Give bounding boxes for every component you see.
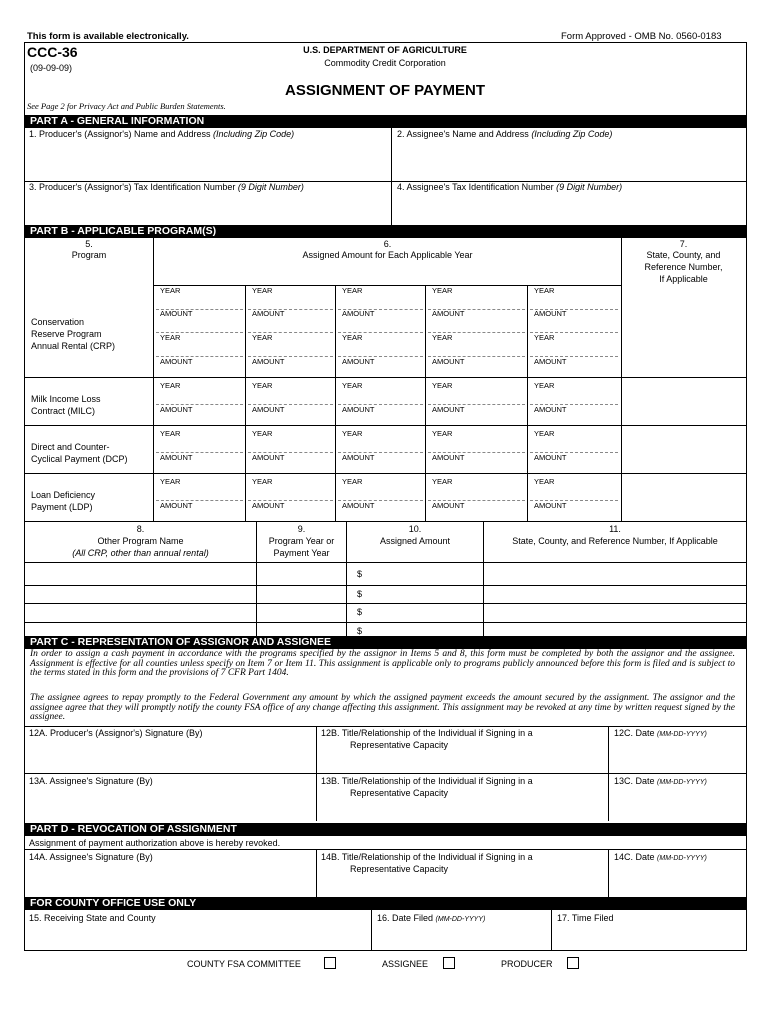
dollar-sign-1: $ [357, 569, 363, 579]
date-filed-field[interactable] [372, 926, 550, 949]
assignee-tin-field[interactable] [392, 194, 746, 225]
crp-amount-label: AMOUNT [160, 309, 193, 318]
dcp-year-label: YEAR [342, 429, 363, 438]
item14c-label: 14C. Date (MM-DD-YYYY) [614, 852, 707, 862]
crp-amount-label: AMOUNT [252, 357, 285, 366]
ldp-year-label: YEAR [252, 477, 273, 486]
item12a-label: 12A. Producer's (Assignor's) Signature (By) [29, 728, 203, 738]
crp-amount-field[interactable] [427, 319, 526, 331]
crp-year-label: YEAR [160, 333, 181, 342]
col9-line1: Program Year or [268, 536, 335, 546]
ldp-year-field[interactable] [529, 487, 619, 499]
part-b-heading: PART B - APPLICABLE PROGRAM(S) [24, 225, 747, 238]
item14b-line1: 14B. Title/Relationship of the Individual if Signing in a [321, 852, 533, 862]
ldp-year-label: YEAR [432, 477, 453, 486]
ldp-amount-label: AMOUNT [252, 501, 285, 510]
col10-number: 10. [408, 524, 422, 534]
crp-year-field[interactable] [337, 296, 424, 308]
dcp-amount-label: AMOUNT [432, 453, 465, 462]
dcp-year-field[interactable] [247, 439, 334, 451]
crp-amount-field[interactable] [529, 319, 619, 331]
crp-amount-field[interactable] [337, 319, 424, 331]
privacy-note: See Page 2 for Privacy Act and Public Burden Statements. [27, 101, 226, 111]
crp-amount-label: AMOUNT [432, 309, 465, 318]
program-milc [31, 393, 101, 417]
dollar-sign-4: $ [357, 626, 363, 636]
omb-number: Form Approved - OMB No. 0560-0183 [561, 31, 722, 42]
county-committee-label: COUNTY FSA COMMITTEE [187, 959, 301, 969]
crp-year-label: YEAR [432, 286, 453, 295]
ldp-year-field[interactable] [427, 487, 526, 499]
producer-tin-field[interactable] [25, 194, 391, 225]
assignee-checkbox[interactable] [443, 957, 455, 969]
dcp-year-label: YEAR [160, 429, 181, 438]
crp-amount-label: AMOUNT [534, 309, 567, 318]
col8-note: (All CRP, other than annual rental) [72, 548, 209, 558]
assignee-title-field[interactable] [317, 800, 607, 820]
part-d-heading: PART D - REVOCATION OF ASSIGNMENT [24, 823, 747, 836]
ldp-year-label: YEAR [534, 477, 555, 486]
col6-number: 6. [383, 239, 392, 249]
milc-amount-label: AMOUNT [342, 405, 375, 414]
item3-label: 3. Producer's (Assignor's) Tax Identification Number (9 Digit Number) [29, 182, 304, 192]
milc-year-label: YEAR [160, 381, 181, 390]
revocation-date-field[interactable] [609, 876, 746, 896]
col6-label: Assigned Amount for Each Applicable Year [302, 250, 473, 260]
milc-year-field[interactable] [247, 391, 334, 403]
crp-year-label: YEAR [432, 333, 453, 342]
crp-year-label: YEAR [252, 286, 273, 295]
milc-year-label: YEAR [432, 381, 453, 390]
program-dcp [31, 441, 128, 465]
ldp-amount-label: AMOUNT [534, 501, 567, 510]
item13c-label: 13C. Date (MM-DD-YYYY) [614, 776, 707, 786]
producer-title-field[interactable] [317, 752, 607, 772]
time-filed-field[interactable] [552, 926, 746, 949]
ldp-year-field[interactable] [155, 487, 244, 499]
dcp-amount-label: AMOUNT [252, 453, 285, 462]
milc-year-field[interactable] [155, 391, 244, 403]
milc-year-field[interactable] [337, 391, 424, 403]
part-c-paragraph-1: In order to assign a cash payment in accordance with the programs specified by the assignor in Items 5 and 8, this form must be completed by both the assignor and the assignee. Assignment is effective for all counties unless specify on Item 7 or Item 11. This assignment is applicable only to programs publicly announced before this form is filed and is subject to the terms stated in this form and the provisions of 7 CFR Part 1404. [30, 649, 735, 678]
crp-amount-label: AMOUNT [252, 309, 285, 318]
crp-year-field[interactable] [529, 296, 619, 308]
crp-amount-field[interactable] [155, 319, 244, 331]
program-dcp-line1: Direct and Counter- [31, 442, 110, 452]
item14b-line2: Representative Capacity [350, 864, 449, 874]
dcp-year-field[interactable] [529, 439, 619, 451]
assignee-date-field[interactable] [609, 800, 746, 820]
crp-year-field[interactable] [427, 296, 526, 308]
program-crp-line1: Conservation [31, 317, 85, 327]
year-grid-divider [527, 285, 528, 521]
col5-number: 5. [85, 239, 93, 249]
col9-number: 9. [297, 524, 306, 534]
crp-year-label: YEAR [160, 286, 181, 295]
milc-amount-label: AMOUNT [432, 405, 465, 414]
revocation-title-field[interactable] [317, 876, 607, 896]
crp-amount-label: AMOUNT [160, 357, 193, 366]
dcp-amount-label: AMOUNT [160, 453, 193, 462]
ldp-amount-label: AMOUNT [432, 501, 465, 510]
county-office-heading: FOR COUNTY OFFICE USE ONLY [24, 897, 747, 910]
program-ldp-line1: Loan Deficiency [31, 490, 96, 500]
electronic-notice: This form is available electronically. [27, 31, 189, 42]
program-crp-line3: Annual Rental (CRP) [31, 341, 116, 351]
item16-label: 16. Date Filed (MM-DD-YYYY) [377, 913, 486, 923]
dcp-year-field[interactable] [155, 439, 244, 451]
ldp-year-field[interactable] [337, 487, 424, 499]
crp-year-field[interactable] [247, 343, 334, 355]
part-a-heading: PART A - GENERAL INFORMATION [24, 115, 747, 128]
dcp-year-label: YEAR [432, 429, 453, 438]
producer-signature-field[interactable] [25, 752, 315, 772]
crp-year-label: YEAR [534, 333, 555, 342]
crp-year-label: YEAR [342, 333, 363, 342]
item4-label: 4. Assignee's Tax Identification Number (9 Digit Number) [397, 182, 623, 192]
dcp-amount-label: AMOUNT [534, 453, 567, 462]
program-ldp [31, 489, 95, 513]
dcp-year-label: YEAR [252, 429, 273, 438]
department-name: U.S. DEPARTMENT OF AGRICULTURE [303, 45, 467, 55]
dcp-year-field[interactable] [427, 439, 526, 451]
col10-label: Assigned Amount [379, 536, 451, 546]
col9-line2: Payment Year [273, 548, 330, 558]
part-c-paragraph-2: The assignee agrees to repay promptly to the Federal Government any amount by which the assigned payment exceeds the amount secured by the assignment. The assignor and the assignee agree that they will promptly notify the county FSA office of any change affecting this assignment. This assignment may be revoked at any time by written request signed by the assignee. [30, 693, 735, 722]
part-c-heading: PART C - REPRESENTATION OF ASSIGNOR AND ASSIGNEE [24, 636, 747, 649]
crp-amount-label: AMOUNT [432, 357, 465, 366]
assignee-label: ASSIGNEE [382, 959, 429, 969]
crp-year-label: YEAR [534, 286, 555, 295]
crp-year-label: YEAR [342, 286, 363, 295]
item1-label: 1. Producer's (Assignor's) Name and Address (Including Zip Code) [29, 129, 295, 139]
program-ldp-line2: Payment (LDP) [31, 502, 93, 512]
assignee-signature-field[interactable] [25, 800, 315, 820]
milc-amount-label: AMOUNT [160, 405, 193, 414]
producer-date-field[interactable] [609, 752, 746, 772]
ldp-year-label: YEAR [160, 477, 181, 486]
program-milc-line2: Contract (MILC) [31, 406, 96, 416]
crp-year-field[interactable] [155, 296, 244, 308]
year-grid-divider [245, 285, 246, 521]
crp-year-field[interactable] [155, 343, 244, 355]
col7-line2: Reference Number, [644, 262, 723, 272]
ldp-year-label: YEAR [342, 477, 363, 486]
form-date: (09-09-09) [30, 63, 73, 73]
col11-label: State, County, and Reference Number, If Applicable [512, 536, 718, 546]
ldp-year-field[interactable] [247, 487, 334, 499]
dcp-year-label: YEAR [534, 429, 555, 438]
ldp-amount-label: AMOUNT [160, 501, 193, 510]
milc-amount-label: AMOUNT [252, 405, 285, 414]
col7-line1: State, County, and [646, 250, 721, 260]
milc-year-field[interactable] [529, 391, 619, 403]
crp-year-label: YEAR [252, 333, 273, 342]
col7-number: 7. [679, 239, 688, 249]
receiving-state-county-field[interactable] [25, 926, 370, 949]
crp-year-field[interactable] [337, 343, 424, 355]
crp-amount-field[interactable] [247, 319, 334, 331]
dollar-sign-2: $ [357, 589, 363, 599]
program-crp [31, 316, 115, 352]
agency-name: Commodity Credit Corporation [324, 58, 446, 68]
county-committee-checkbox[interactable] [324, 957, 336, 969]
item2-label: 2. Assignee's Name and Address (Including Zip Code) [397, 129, 613, 139]
year-grid-divider [425, 285, 426, 521]
milc-year-field[interactable] [427, 391, 526, 403]
program-dcp-line2: Cyclical Payment (DCP) [31, 454, 128, 464]
form-title: ASSIGNMENT OF PAYMENT [284, 82, 486, 99]
year-grid-divider [335, 285, 336, 521]
milc-year-label: YEAR [252, 381, 273, 390]
producer-label: PRODUCER [501, 959, 553, 969]
item15-label: 15. Receiving State and County [29, 913, 156, 923]
milc-year-label: YEAR [534, 381, 555, 390]
item12c-label: 12C. Date (MM-DD-YYYY) [614, 728, 707, 738]
form-number: CCC-36 [27, 44, 78, 60]
col8-label: Other Program Name [97, 536, 184, 546]
col7-line3: If Applicable [659, 274, 708, 284]
program-crp-line2: Reserve Program [31, 329, 102, 339]
col8-number: 8. [136, 524, 145, 534]
dcp-year-field[interactable] [337, 439, 424, 451]
crp-amount-label: AMOUNT [534, 357, 567, 366]
dollar-sign-3: $ [357, 607, 363, 617]
crp-amount-label: AMOUNT [342, 309, 375, 318]
crp-year-field[interactable] [427, 343, 526, 355]
assignee-name-address-field[interactable] [392, 141, 746, 181]
item12b-line2: Representative Capacity [350, 740, 449, 750]
col11-number: 11. [609, 524, 621, 534]
producer-name-address-field[interactable] [25, 141, 391, 181]
milc-amount-label: AMOUNT [534, 405, 567, 414]
item13b-line1: 13B. Title/Relationship of the Individual if Signing in a [321, 776, 533, 786]
revocation-intro: Assignment of payment authorization above is hereby revoked. [29, 838, 281, 848]
item13b-line2: Representative Capacity [350, 788, 449, 798]
item14a-label: 14A. Assignee's Signature (By) [29, 852, 153, 862]
producer-checkbox[interactable] [567, 957, 579, 969]
dcp-amount-label: AMOUNT [342, 453, 375, 462]
crp-year-field[interactable] [247, 296, 334, 308]
crp-amount-label: AMOUNT [342, 357, 375, 366]
col5-label: Program [71, 250, 107, 260]
item13a-label: 13A. Assignee's Signature (By) [29, 776, 153, 786]
item17-label: 17. Time Filed [557, 913, 614, 923]
program-milc-line1: Milk Income Loss [31, 394, 101, 404]
crp-year-field[interactable] [529, 343, 619, 355]
item12b-line1: 12B. Title/Relationship of the Individual if Signing in a [321, 728, 533, 738]
ldp-amount-label: AMOUNT [342, 501, 375, 510]
revocation-signature-field[interactable] [25, 876, 315, 896]
milc-year-label: YEAR [342, 381, 363, 390]
